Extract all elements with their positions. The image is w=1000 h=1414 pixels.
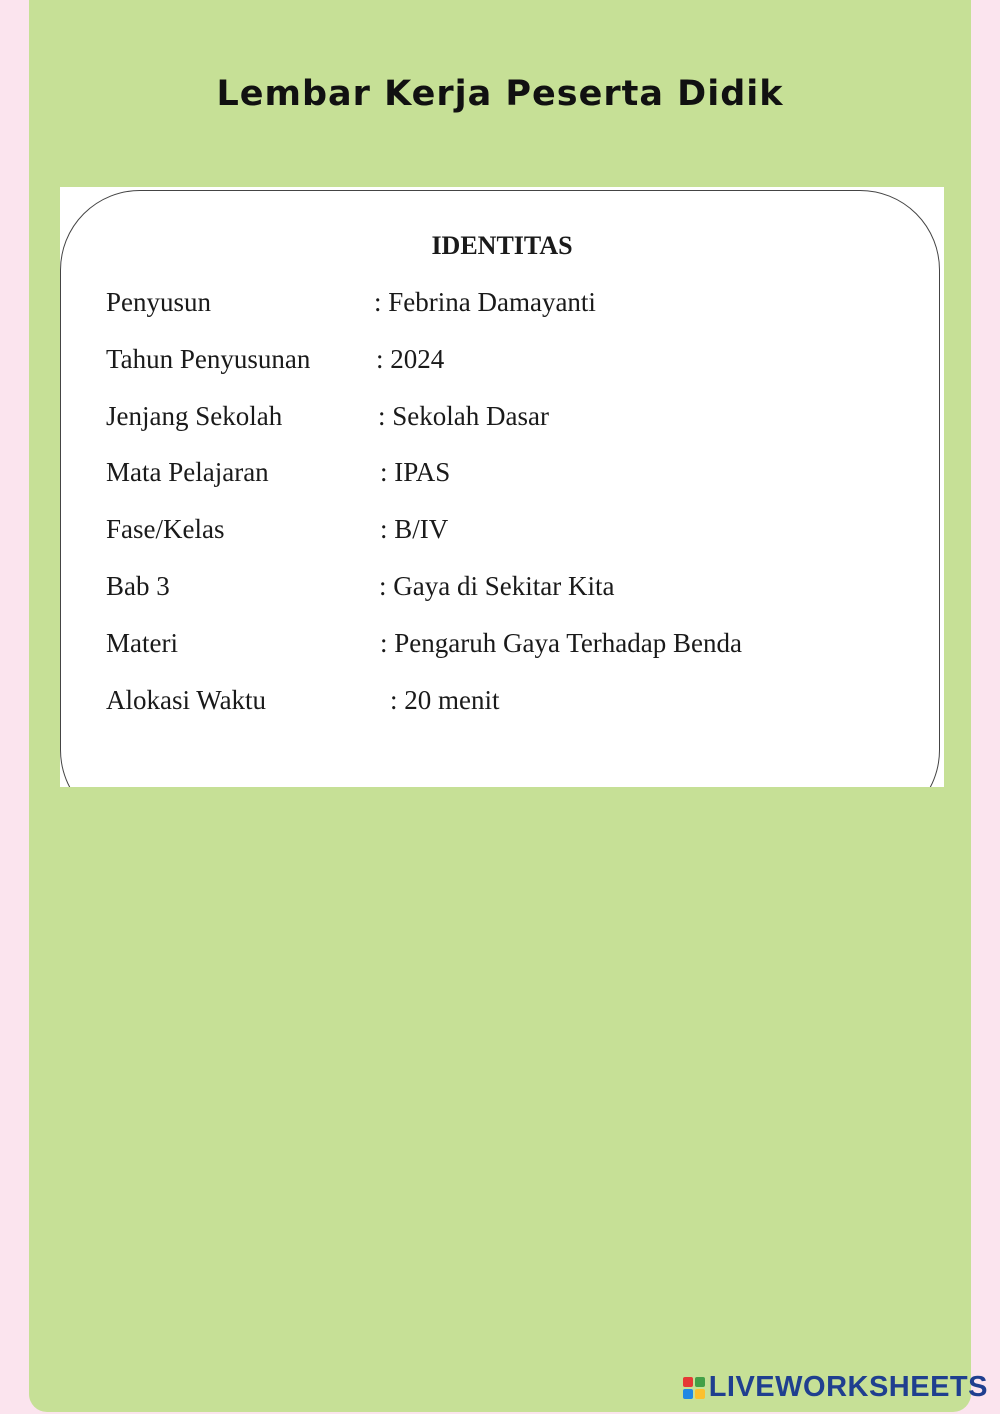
identity-label: Fase/Kelas [106, 514, 225, 544]
identity-value: : Sekolah Dasar [378, 401, 549, 431]
identity-label: Bab 3 [106, 571, 170, 601]
liveworksheets-logo-icon [683, 1377, 705, 1399]
identity-label: Materi [106, 628, 178, 658]
logo-square-yellow [695, 1389, 705, 1399]
logo-square-blue [683, 1389, 693, 1399]
identity-label: Alokasi Waktu [106, 685, 267, 715]
identity-label: Mata Pelajaran [106, 457, 269, 487]
identity-value: : 2024 [376, 344, 445, 374]
identity-panel [60, 187, 944, 787]
identity-label: Penyusun [106, 287, 212, 317]
identity-heading: IDENTITAS [431, 231, 573, 260]
identity-value: : Febrina Damayanti [374, 287, 596, 317]
logo-square-green [695, 1377, 705, 1387]
identity-label: Jenjang Sekolah [106, 401, 283, 431]
identity-value: : Gaya di Sekitar Kita [379, 571, 615, 601]
identity-value: : IPAS [380, 457, 451, 487]
identity-value: : 20 menit [390, 685, 500, 715]
liveworksheets-brand-link[interactable] [683, 1371, 988, 1404]
liveworksheets-brand-text: LIVEWORKSHEETS [708, 1371, 988, 1403]
identity-label: Tahun Penyusunan [106, 344, 311, 374]
identity-value: : Pengaruh Gaya Terhadap Benda [380, 628, 742, 658]
identity-value: : B/IV [380, 514, 449, 544]
logo-square-red [683, 1377, 693, 1387]
page-title: Lembar Kerja Peserta Didik [216, 74, 784, 114]
